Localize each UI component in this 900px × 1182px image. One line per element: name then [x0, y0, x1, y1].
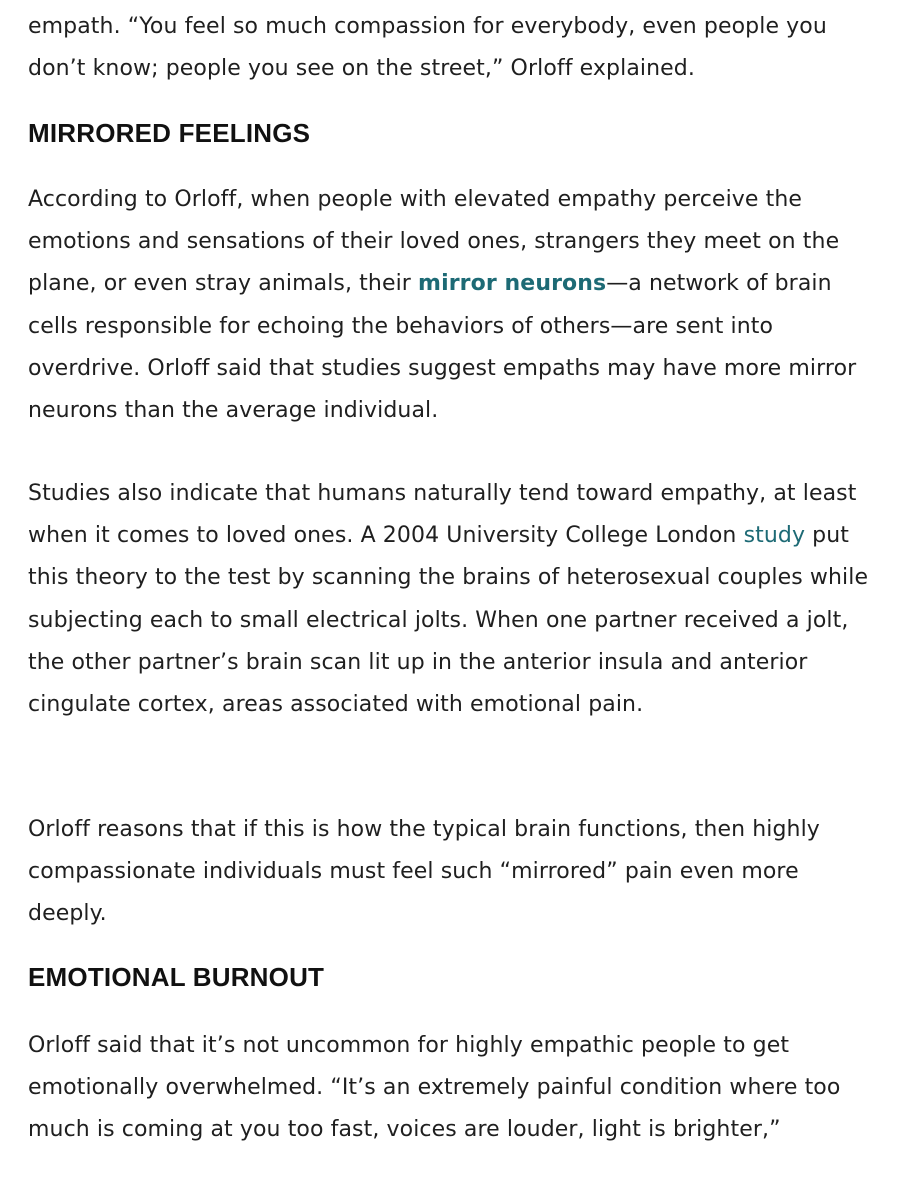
- reasons-paragraph: Orloff reasons that if this is how the typical brain functions, then highly compassionate individuals must feel such “mirrored” pain even more deeply.: [28, 817, 820, 927]
- paragraph-text: put this theory to the test by scanning the brains of heterosexual couples while subjecting each to small electrical jolts. When one partner received a jolt, the other partner’s brain scan lit up in the anterior insula and anterior cingulate cortex, areas associated with emotional pain.: [28, 523, 869, 718]
- paragraph-text: Studies also indicate that humans naturally tend toward empathy, at least when it comes to loved ones. A 2004 University College London: [28, 481, 857, 549]
- study-link[interactable]: study: [743, 523, 806, 549]
- mirror-neurons-paragraph: [28, 179, 873, 432]
- paragraph-text: According to Orloff, when people with elevated empathy perceive the emotions and sensations of their loved ones, strangers they meet on the plane, or even stray animals, their: [28, 187, 840, 297]
- mirror-neurons-link[interactable]: mirror neurons: [418, 271, 607, 297]
- section-heading-mirrored-feelings: MIRRORED FEELINGS: [28, 118, 311, 148]
- burnout-paragraph: Orloff said that it’s not uncommon for highly empathic people to get emotionally overwhelmed. “It’s an extremely painful condition where too much is coming at you too fast, voices are louder, light is brighter,”: [28, 1033, 841, 1143]
- section-heading-emotional-burnout: EMOTIONAL BURNOUT: [28, 962, 325, 992]
- studies-paragraph: [28, 473, 873, 726]
- paragraph-text: —a network of brain cells responsible for echoing the behaviors of others—are sent into overdrive. Orloff said that studies suggest empaths may have more mirror neurons than the average individual.: [28, 271, 857, 424]
- intro-paragraph: empath. “You feel so much compassion for everybody, even people you don’t know; people you see on the street,” Orloff explained.: [28, 14, 827, 82]
